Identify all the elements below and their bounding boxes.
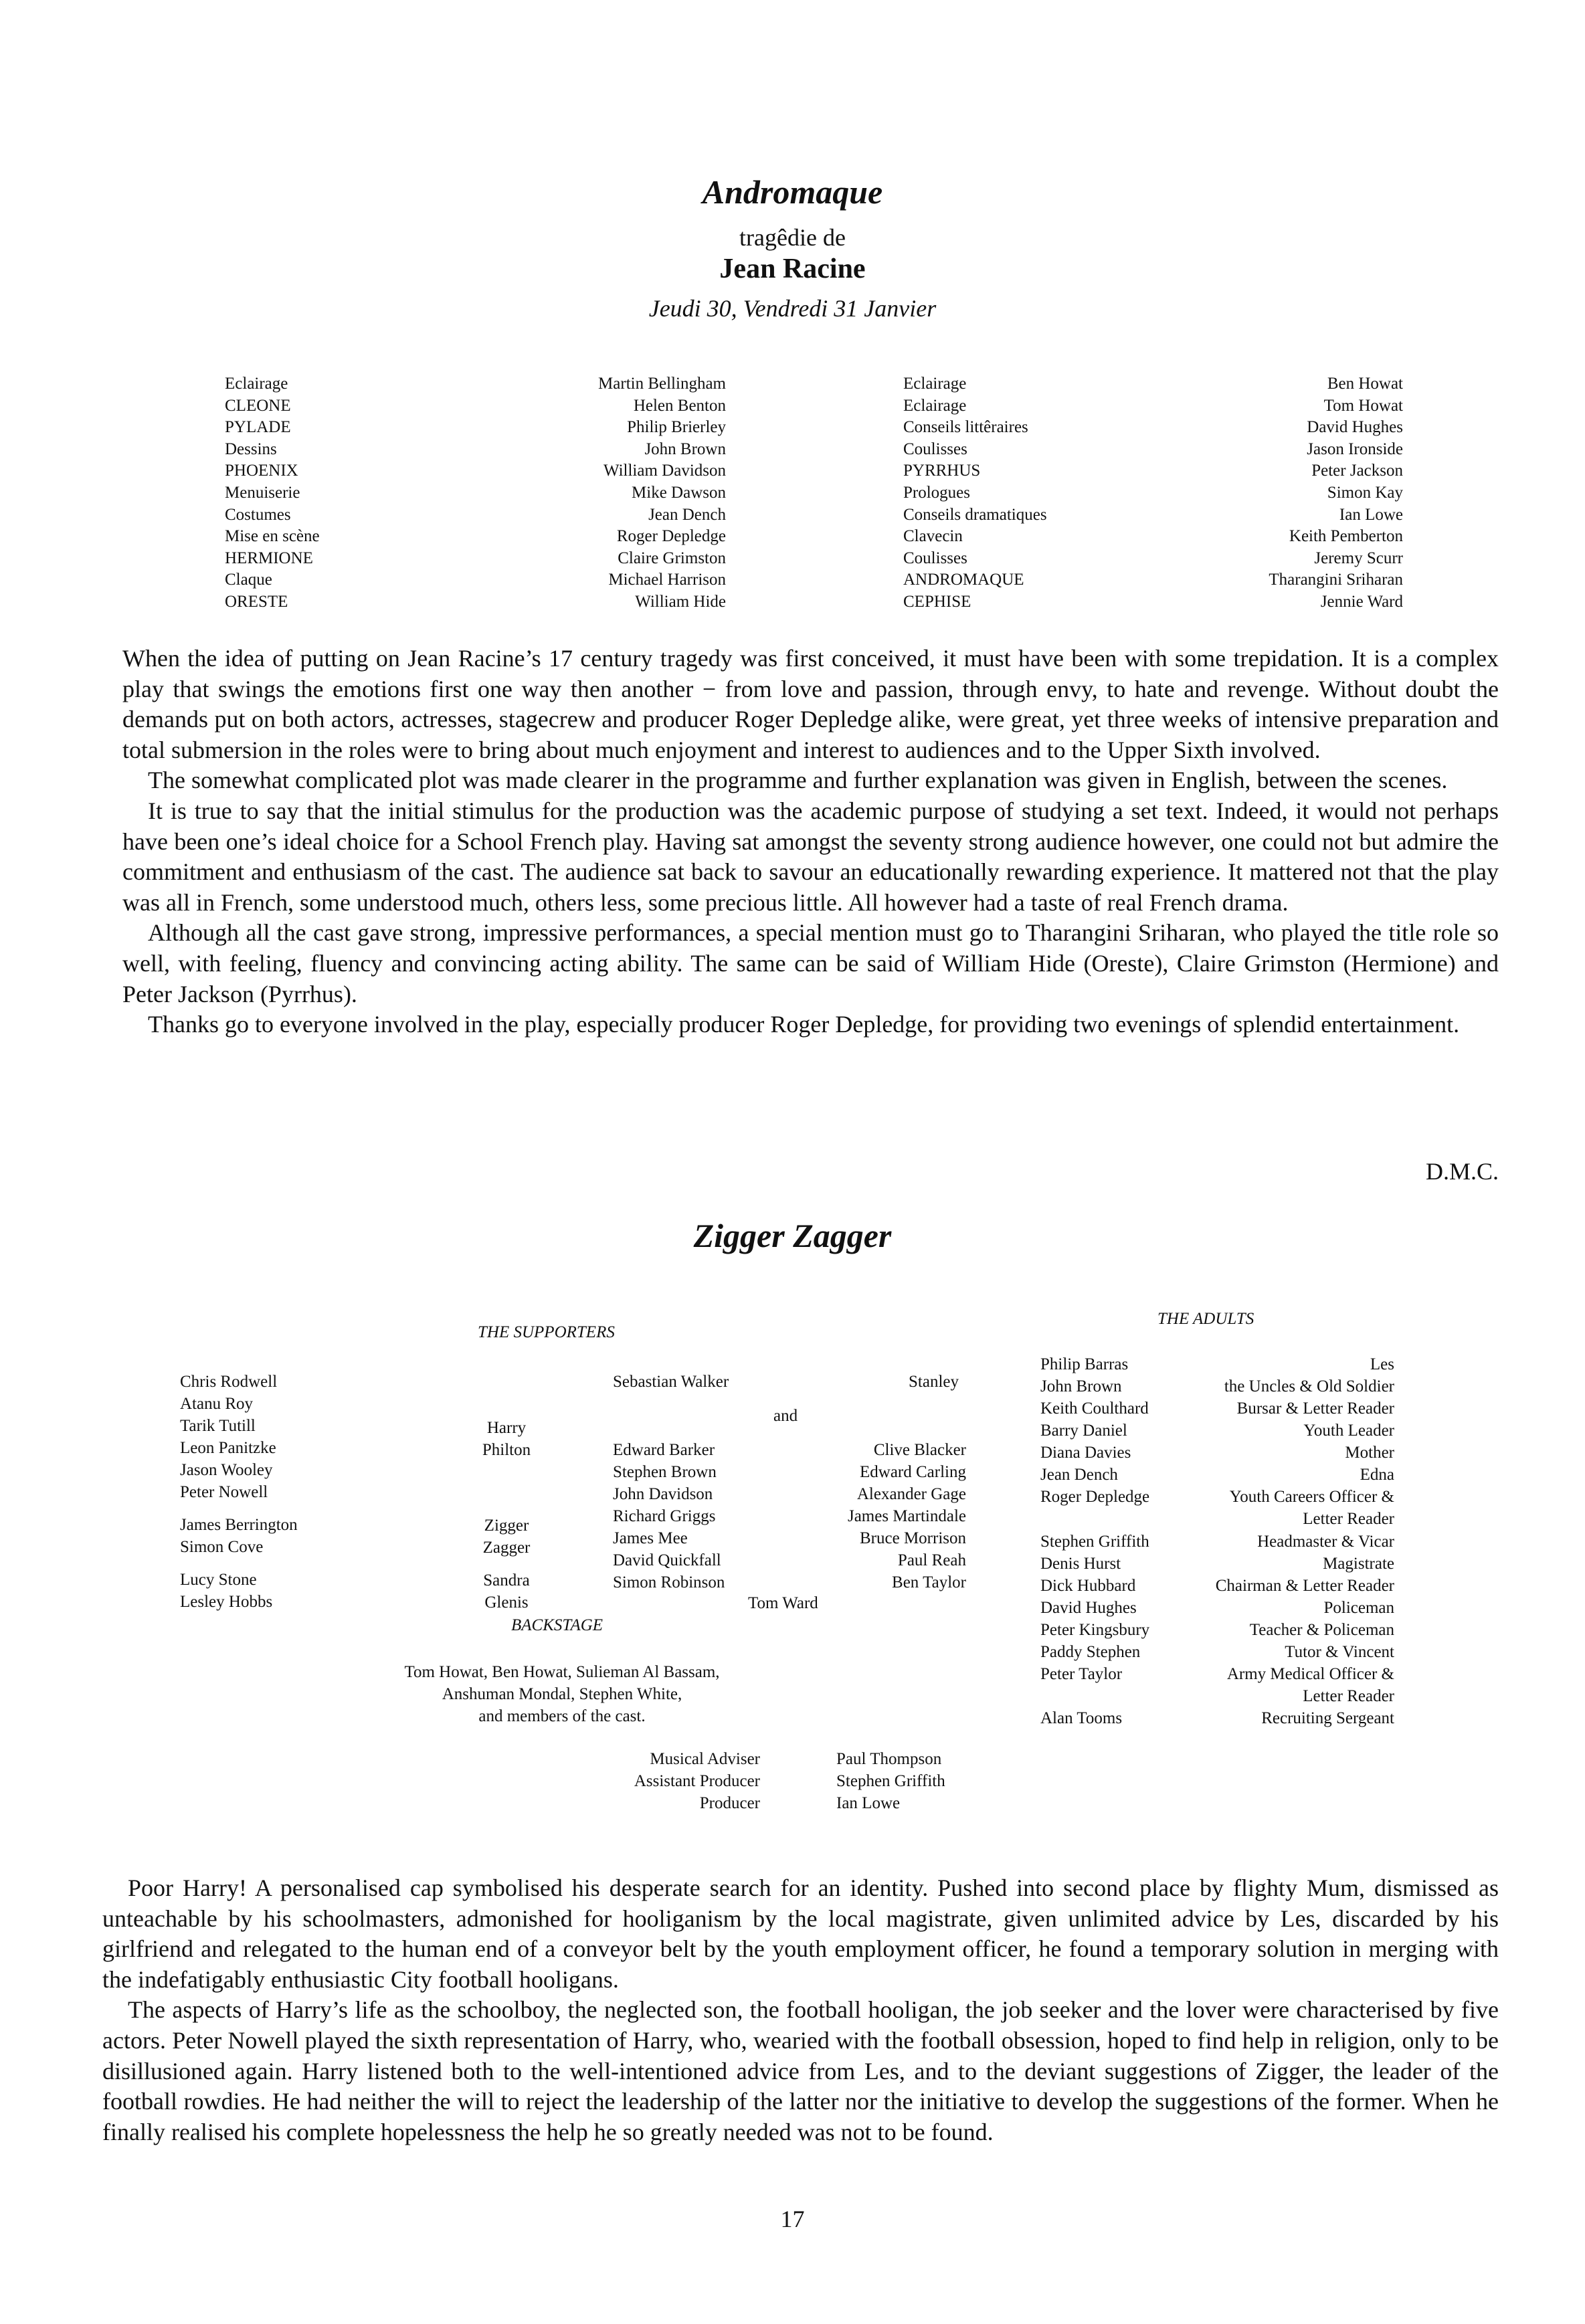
adult-role: Magistrate bbox=[1323, 1555, 1394, 1573]
adults-heading: THE ADULTS bbox=[1157, 1310, 1254, 1328]
cast-left-names bbox=[522, 373, 726, 613]
andromaque-author: Jean Racine bbox=[719, 254, 866, 284]
cast-role: PYRRHUS bbox=[903, 462, 981, 480]
cast-role: Claque bbox=[225, 571, 272, 589]
supporter-name: Chris Rodwell bbox=[180, 1373, 278, 1391]
character-role: Zigger bbox=[484, 1517, 529, 1535]
adult-role: Recruiting Sergeant bbox=[1261, 1709, 1394, 1727]
character-role: Harry bbox=[486, 1419, 527, 1437]
review-paragraph: When the idea of putting on Jean Racine’s 17 century tragedy was first conceived, it must have been with some trepidation. It is a complex play that swings the emotions first one way then another − from love and passion, through envy, to hate and revenge. Without doubt the demands put on both actors, actresses, stagecrew and producer Roger Depledge alike, were great, yet three weeks of intensive preparation and total submersion in the roles were to bring about much enjoyment and interest to audiences and to the Upper Sixth involved. bbox=[122, 645, 1499, 763]
review-paragraph: The aspects of Harry’s life as the schoolboy, the neglected son, the football hooligan, the job seeker and the lover were characterised by five actors. Peter Nowell played the sixth representation of Harry, who, wearied with the football obsession, hoped to find help in religion, only to be disillusioned again. Harry listened both to the well-intentioned advice from Les, and to the deviant suggestions of Zigger, the leader of the football rowdies. He had neither the will to reject the leadership of the latter nor the initiative to develop the suggestions of the former. When he finally realised his complete hopelessness the help he so greatly needed was not to be found. bbox=[102, 1996, 1499, 2145]
adult-role: Chairman & Letter Reader bbox=[1215, 1577, 1394, 1595]
cast-role: PYLADE bbox=[225, 418, 291, 437]
adult-actor: Stephen Griffith bbox=[1040, 1533, 1149, 1551]
character-role: Zagger bbox=[482, 1539, 531, 1557]
cast-name: Philip Brierley bbox=[627, 418, 726, 437]
cast-name: Ian Lowe bbox=[1339, 505, 1403, 524]
character-role: Philton bbox=[482, 1441, 531, 1459]
cast-role: Conseils dramatiques bbox=[903, 505, 1047, 524]
cast-role: Prologues bbox=[903, 483, 970, 502]
cast-name: Michael Harrison bbox=[608, 571, 726, 589]
adult-actor: Alan Tooms bbox=[1040, 1709, 1123, 1727]
supporter-name: Stanley bbox=[909, 1373, 959, 1391]
cast-role: Eclairage bbox=[903, 375, 967, 393]
backstage-line: Tom Howat, Ben Howat, Sulieman Al Bassam, bbox=[404, 1663, 720, 1681]
cast-role: Coulisses bbox=[903, 440, 967, 458]
supporter-name: Richard Griggs bbox=[613, 1507, 716, 1525]
credit-name: Ian Lowe bbox=[836, 1794, 901, 1812]
supporter-name: James Berrington bbox=[180, 1516, 298, 1534]
supporter-name: Jason Wooley bbox=[180, 1461, 273, 1479]
adult-role: Youth Leader bbox=[1303, 1422, 1394, 1440]
supporter-name: Lesley Hobbs bbox=[180, 1593, 273, 1611]
supporter-name: Leon Panitzke bbox=[180, 1439, 276, 1457]
andromaque-dates: Jeudi 30, Vendredi 31 Janvier bbox=[648, 295, 937, 322]
supporter-name: Bruce Morrison bbox=[860, 1529, 966, 1547]
supporter-name: James Martindale bbox=[847, 1507, 966, 1525]
page-number: 17 bbox=[780, 2206, 805, 2232]
cast-name: Martin Bellingham bbox=[598, 375, 726, 393]
adult-role: Edna bbox=[1360, 1466, 1394, 1484]
character-role: Glenis bbox=[484, 1593, 529, 1612]
adult-actor: Peter Taylor bbox=[1040, 1665, 1123, 1683]
credit-name: Stephen Griffith bbox=[836, 1772, 945, 1790]
adult-actor: John Brown bbox=[1040, 1377, 1122, 1395]
andromaque-title: Andromaque bbox=[702, 173, 883, 211]
adult-role: Les bbox=[1370, 1355, 1394, 1373]
cast-name: Mike Dawson bbox=[632, 483, 726, 502]
adult-role: Policeman bbox=[1323, 1599, 1394, 1617]
review-paragraph: The somewhat complicated plot was made clearer in the programme and further explanation was given in English, between the scenes. bbox=[148, 767, 1448, 794]
supporter-name: Tarik Tutill bbox=[180, 1417, 256, 1435]
cast-role: Clavecin bbox=[903, 527, 963, 546]
cast-left-roles bbox=[225, 373, 426, 613]
zigger-title: Zigger Zagger bbox=[693, 1217, 892, 1254]
cast-name: John Brown bbox=[644, 440, 726, 458]
backstage-line: Anshuman Mondal, Stephen White, bbox=[442, 1685, 682, 1703]
supporter-name: Peter Nowell bbox=[180, 1483, 268, 1501]
zigger-review bbox=[102, 1873, 1499, 2147]
supporter-name: Simon Cove bbox=[180, 1538, 264, 1556]
cast-name: Simon Kay bbox=[1327, 483, 1403, 502]
cast-name: Keith Pemberton bbox=[1289, 527, 1403, 546]
review-signature: D.M.C. bbox=[1425, 1158, 1499, 1185]
supporter-name: Atanu Roy bbox=[180, 1395, 254, 1413]
supporter-name: Alexander Gage bbox=[856, 1485, 966, 1503]
cast-name: Jeremy Scurr bbox=[1314, 549, 1403, 567]
supporter-name: Lucy Stone bbox=[180, 1571, 257, 1589]
review-paragraph: Thanks go to everyone involved in the play, especially producer Roger Depledge, for providing two evenings of splendid entertainment. bbox=[148, 1011, 1460, 1038]
adult-actor: Philip Barras bbox=[1040, 1355, 1129, 1373]
supporter-name: John Davidson bbox=[613, 1485, 713, 1503]
adult-actor: Barry Daniel bbox=[1040, 1422, 1127, 1440]
adult-actor: Paddy Stephen bbox=[1040, 1643, 1141, 1661]
credit-name: Paul Thompson bbox=[836, 1750, 942, 1768]
cast-name: William Davidson bbox=[603, 462, 726, 480]
cast-name: Claire Grimston bbox=[618, 549, 726, 567]
adult-role: Army Medical Officer & bbox=[1226, 1665, 1394, 1683]
cast-role: ANDROMAQUE bbox=[903, 571, 1024, 589]
adult-role: Tutor & Vincent bbox=[1285, 1643, 1394, 1661]
cast-name: David Hughes bbox=[1307, 418, 1403, 437]
cast-role: CLEONE bbox=[225, 396, 291, 415]
backstage-heading: BACKSTAGE bbox=[511, 1616, 603, 1634]
cast-role: Mise en scène bbox=[225, 527, 320, 546]
supporter-name: Edward Carling bbox=[860, 1463, 966, 1481]
cast-name: William Hide bbox=[635, 592, 726, 611]
cast-role: Eclairage bbox=[225, 375, 288, 393]
adult-role: Teacher & Policeman bbox=[1249, 1621, 1394, 1639]
supporter-name: Edward Barker bbox=[613, 1441, 715, 1459]
supporter-name: Tom Ward bbox=[748, 1594, 818, 1612]
supporter-name: David Quickfall bbox=[613, 1551, 721, 1569]
cast-name: Tharangini Sriharan bbox=[1269, 571, 1403, 589]
cast-name: Jennie Ward bbox=[1320, 592, 1403, 611]
supporters-heading: THE SUPPORTERS bbox=[478, 1323, 615, 1341]
cast-role: Coulisses bbox=[903, 549, 967, 567]
cast-right-roles bbox=[903, 373, 1171, 613]
adult-actor: Roger Depledge bbox=[1040, 1488, 1150, 1506]
cast-name: Ben Howat bbox=[1327, 375, 1403, 393]
adult-actor: Jean Dench bbox=[1040, 1466, 1118, 1484]
cast-name: Tom Howat bbox=[1323, 396, 1403, 415]
supporter-name: Simon Robinson bbox=[613, 1573, 725, 1591]
cast-role: Conseils littêraires bbox=[903, 418, 1028, 437]
credit-role: Producer bbox=[699, 1794, 760, 1812]
cast-name: Jason Ironside bbox=[1307, 440, 1403, 458]
cast-role: ORESTE bbox=[225, 592, 288, 611]
cast-role: HERMIONE bbox=[225, 549, 313, 567]
cast-name: Helen Benton bbox=[633, 396, 726, 415]
cast-role: PHOENIX bbox=[225, 462, 298, 480]
andromaque-review bbox=[122, 644, 1499, 1040]
adult-actor: Diana Davies bbox=[1040, 1444, 1131, 1462]
credit-role: Musical Adviser bbox=[650, 1750, 760, 1768]
adult-actor: Keith Coulthard bbox=[1040, 1399, 1149, 1418]
adult-role: Bursar & Letter Reader bbox=[1236, 1399, 1394, 1418]
supporter-name: Ben Taylor bbox=[892, 1573, 966, 1591]
supporter-name: Paul Reah bbox=[897, 1551, 966, 1569]
review-paragraph: Poor Harry! A personalised cap symbolised his desperate search for an identity. Pushed into second place by flighty Mum, dismissed as unteachable by his schoolmasters, admonished for hooliganism by the local magistrate, given unlimited advice by Les, discarded by his girlfriend and relegated to the human end of a conveyor belt by the youth employment officer, he found a temporary solution in merging with the indefatigably enthusiastic City football hooligans. bbox=[102, 1874, 1499, 1993]
adult-role: Headmaster & Vicar bbox=[1257, 1533, 1394, 1551]
backstage-line: and members of the cast. bbox=[478, 1707, 646, 1725]
adult-actor: Peter Kingsbury bbox=[1040, 1621, 1150, 1639]
adult-actor: David Hughes bbox=[1040, 1599, 1137, 1617]
adult-role: the Uncles & Old Soldier bbox=[1224, 1377, 1394, 1395]
adult-role: Letter Reader bbox=[1303, 1687, 1394, 1705]
cast-role: Dessins bbox=[225, 440, 277, 458]
andromaque-subtitle: tragêdie de bbox=[739, 224, 846, 251]
review-paragraph: Although all the cast gave strong, impressive performances, a special mention must go to Tharangini Sriharan, who played the title role so well, with feeling, fluency and convincing acting ability. The same can be said of William Hide (Oreste), Claire Grimston (Hermione) and Peter Jackson (Pyrrhus). bbox=[122, 919, 1499, 1007]
cast-name: Peter Jackson bbox=[1311, 462, 1403, 480]
character-role: Sandra bbox=[483, 1571, 530, 1589]
adult-actor: Denis Hurst bbox=[1040, 1555, 1121, 1573]
and-word: and bbox=[773, 1407, 798, 1425]
adult-role: Youth Careers Officer & bbox=[1229, 1488, 1394, 1506]
supporter-name: Stephen Brown bbox=[613, 1463, 717, 1481]
supporter-name: James Mee bbox=[613, 1529, 688, 1547]
cast-role: CEPHISE bbox=[903, 592, 971, 611]
supporter-name: Sebastian Walker bbox=[613, 1373, 729, 1391]
cast-role: Costumes bbox=[225, 505, 291, 524]
cast-right-names bbox=[1204, 373, 1403, 613]
adult-actor: Dick Hubbard bbox=[1040, 1577, 1136, 1595]
cast-name: Jean Dench bbox=[648, 505, 726, 524]
review-paragraph: It is true to say that the initial stimulus for the production was the academic purpose of studying a set text. Indeed, it would not perhaps have been one’s ideal choice for a School French play. Having sat amongst the seventy strong audience however, one could not but admire the commitment and enthusiasm of the cast. The audience sat back to savour an educationally rewarding experience. It mattered not that the play was all in French, some understood much, others less, some precious little. All however had a taste of real French drama. bbox=[122, 797, 1499, 916]
cast-role: Eclairage bbox=[903, 396, 967, 415]
credit-role: Assistant Producer bbox=[634, 1772, 760, 1790]
supporter-name: Clive Blacker bbox=[873, 1441, 966, 1459]
adult-role: Mother bbox=[1345, 1444, 1394, 1462]
cast-name: Roger Depledge bbox=[616, 527, 726, 546]
cast-role: Menuiserie bbox=[225, 483, 300, 502]
adult-role: Letter Reader bbox=[1303, 1510, 1394, 1528]
